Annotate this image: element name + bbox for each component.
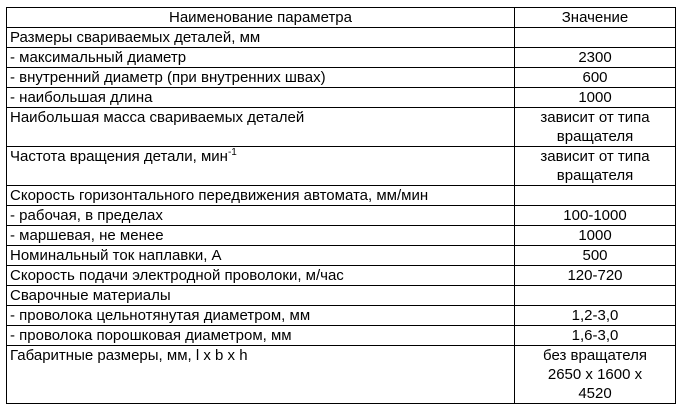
row-value-line: 4520 <box>578 385 612 402</box>
row-value: 1,2-3,0 <box>515 306 676 326</box>
row-value <box>515 108 676 147</box>
row-value-line: 2650 х 1600 х <box>547 366 643 383</box>
row-parameter-name: - внутренний диаметр (при внутренних швах) <box>7 68 515 88</box>
table-row <box>7 326 676 346</box>
row-value: 1000 <box>515 226 676 246</box>
table-row <box>7 88 676 108</box>
row-parameter-name: Габаритные размеры, мм, l x b x h <box>7 346 515 404</box>
row-value <box>515 147 676 186</box>
row-parameter-name: Скорость горизонтального передвижения автомата, мм/мин <box>7 186 515 206</box>
table-row <box>7 48 676 68</box>
row-value: 2300 <box>515 48 676 68</box>
table-row <box>7 246 676 266</box>
row-value <box>515 286 676 306</box>
specifications-table <box>6 7 676 404</box>
row-value: 600 <box>515 68 676 88</box>
unit-exponent: -1 <box>227 147 237 158</box>
row-value-line: без вращателя <box>543 347 647 364</box>
row-value-line: зависит от типа <box>540 148 650 165</box>
row-parameter-name: Номинальный ток наплавки, А <box>7 246 515 266</box>
row-parameter-name <box>7 147 515 186</box>
table-row <box>7 206 676 226</box>
row-parameter-name: - проволока цельнотянутая диаметром, мм <box>7 306 515 326</box>
row-value: 100-1000 <box>515 206 676 226</box>
row-parameter-text: Частота вращения детали, мин <box>10 148 228 165</box>
row-value <box>515 28 676 48</box>
table-row <box>7 68 676 88</box>
row-value-line: вращателя <box>556 167 634 184</box>
row-value: 1000 <box>515 88 676 108</box>
table-row <box>7 108 676 147</box>
row-parameter-name: Сварочные материалы <box>7 286 515 306</box>
row-value <box>515 346 676 404</box>
table-row <box>7 147 676 186</box>
row-parameter-name: - маршевая, не менее <box>7 226 515 246</box>
row-value-line: зависит от типа <box>540 109 650 126</box>
row-parameter-name: - наибольшая длина <box>7 88 515 108</box>
row-parameter-name: Скорость подачи электродной проволоки, м/час <box>7 266 515 286</box>
table-row <box>7 266 676 286</box>
row-parameter-name: - рабочая, в пределах <box>7 206 515 226</box>
row-value: 120-720 <box>515 266 676 286</box>
table-row <box>7 28 676 48</box>
row-parameter-name: Наибольшая масса свариваемых деталей <box>7 108 515 147</box>
table-row <box>7 346 676 404</box>
table-row <box>7 286 676 306</box>
header-parameter-name: Наименование параметра <box>7 8 515 28</box>
table-row <box>7 226 676 246</box>
row-parameter-name: - проволока порошковая диаметром, мм <box>7 326 515 346</box>
header-value: Значение <box>515 8 676 28</box>
row-value: 1,6-3,0 <box>515 326 676 346</box>
row-parameter-name: Размеры свариваемых деталей, мм <box>7 28 515 48</box>
table-row <box>7 186 676 206</box>
table-header-row <box>7 8 676 28</box>
row-value <box>515 186 676 206</box>
row-value: 500 <box>515 246 676 266</box>
row-value-line: вращателя <box>556 128 634 145</box>
row-parameter-name: - максимальный диаметр <box>7 48 515 68</box>
table-row <box>7 306 676 326</box>
